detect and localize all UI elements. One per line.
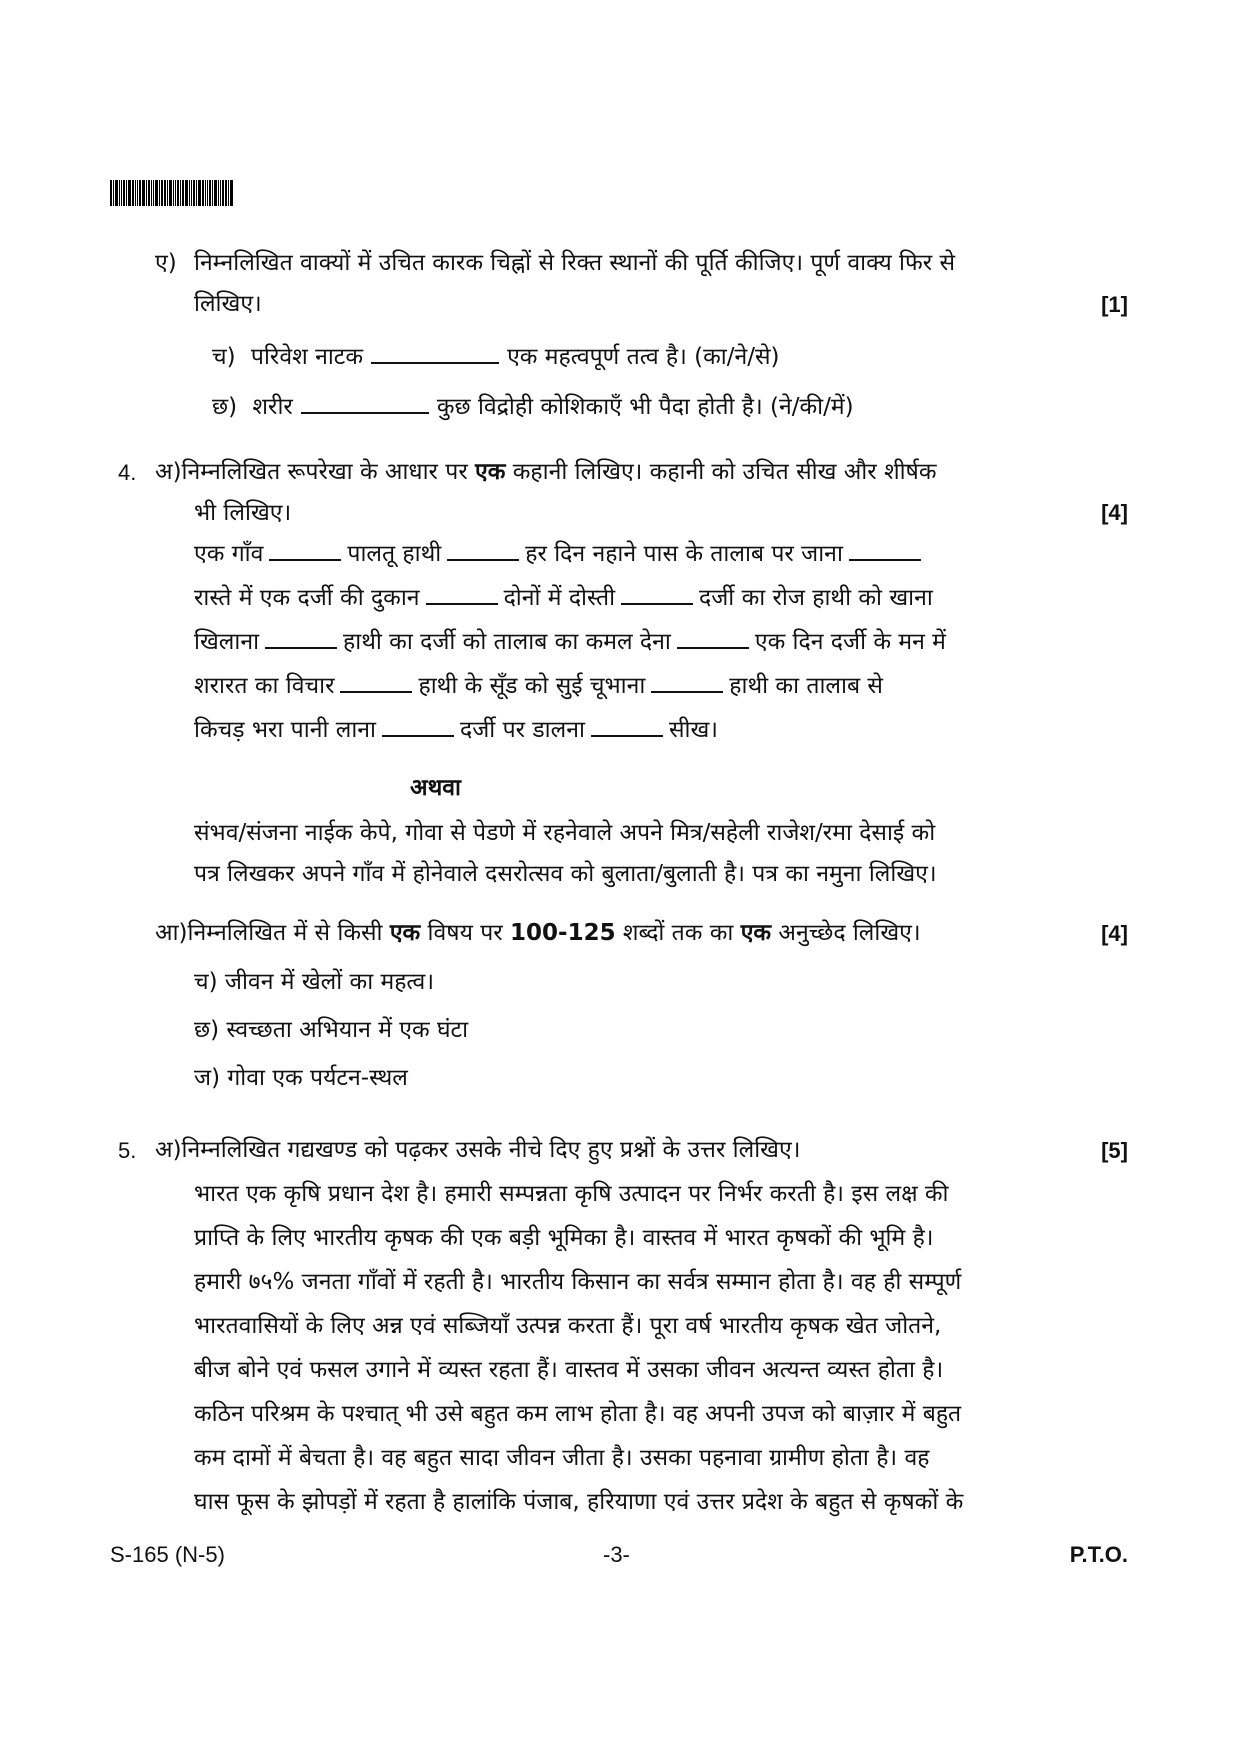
outline-item: शरारत का विचार: [194, 673, 335, 699]
or-text-1: संभव/संजना नाईक केपे, गोवा से पेडणे में रहनेवाले अपने मित्र/सहेली राजेश/रमा देसाई को: [194, 820, 936, 846]
barcode-bar: [228, 180, 229, 206]
outline-item: खिलाना: [194, 629, 260, 655]
barcode-bar: [164, 180, 166, 206]
barcode-bar: [173, 180, 174, 206]
barcode-bar: [161, 180, 163, 206]
outline-item: पालतू हाथी: [347, 541, 442, 567]
q4-aa-bold: 100-125: [510, 920, 616, 946]
barcode-bar: [159, 180, 160, 206]
barcode-bar: [214, 180, 217, 206]
or-text-2: पत्र लिखकर अपने गाँव में होनेवाले दसरोत्सव को बुलाता/बुलाती है। पत्र का नमुना लिखिए।: [194, 861, 937, 887]
topic-label: ज): [194, 1065, 221, 1091]
item-after: एक महत्वपूर्ण तत्व है। (का/ने/से): [507, 344, 780, 370]
barcode: [110, 180, 295, 206]
barcode-bar: [113, 180, 114, 206]
passage-line: कम दामों में बेचता है। वह बहुत सादा जीवन जीता है। उसका पहनावा ग्रामीण होता है। वह: [194, 1445, 930, 1471]
barcode-bar: [119, 180, 120, 206]
barcode-bar: [148, 180, 150, 206]
q4-a-line1: [155, 456, 937, 488]
topic-text: गोवा एक पर्यटन-स्थल: [227, 1065, 408, 1091]
barcode-bar: [126, 180, 127, 206]
q4-aa-text: शब्दों तक का: [615, 920, 741, 946]
item-before: शरीर: [252, 394, 293, 420]
or-heading: अथवा: [410, 775, 462, 801]
passage-line: भारत एक कृषि प्रधान देश है। हमारी सम्पन्नता कृषि उत्पादन पर निर्भर करती है। इस लक्ष की: [194, 1181, 949, 1207]
barcode-bar: [177, 180, 179, 206]
outline-dash: [621, 589, 693, 605]
outline-dash: [340, 677, 412, 693]
topic-text: स्वच्छता अभियान में एक घंटा: [226, 1017, 469, 1043]
outline-dash: [591, 721, 663, 737]
outline-dash: [651, 677, 723, 693]
outline-dash: [447, 545, 519, 561]
topic-1: [194, 966, 434, 998]
item-label: च): [212, 344, 236, 370]
barcode-bar: [180, 180, 181, 206]
barcode-bar: [110, 180, 112, 206]
barcode-bar: [182, 180, 184, 206]
outline-dash: [849, 545, 921, 561]
barcode-bar: [196, 180, 197, 206]
q4-a-label: अ): [155, 459, 182, 485]
pto-label: P.T.O.: [1069, 1542, 1128, 1567]
barcode-bar: [137, 180, 138, 206]
barcode-bar: [218, 180, 219, 206]
outline-line-5: [194, 714, 718, 746]
outline-item: हाथी का तालाब से: [729, 673, 883, 699]
item-after: कुछ विद्रोही कोशिकाएँ भी पैदा होती है। (ने/की/में): [436, 394, 854, 420]
barcode-bar: [139, 180, 141, 206]
barcode-bar: [167, 180, 168, 206]
q4-number: 4.: [118, 460, 137, 485]
barcode-bar: [115, 180, 118, 206]
fill-blank: [371, 338, 499, 364]
q-e-marks: [1]: [1101, 292, 1128, 317]
passage-line: बीज बोने एवं फसल उगाने में व्यस्त रहता हैं। वास्तव में उसका जीवन अत्यन्त व्यस्त होता है।: [194, 1357, 944, 1383]
passage-line: कठिन परिश्रम के पश्चात् भी उसे बहुत कम लाभ होता है। वह अपनी उपज को बाज़ार में बहुत: [194, 1401, 962, 1427]
paper-code: S-165 (N-5): [110, 1542, 225, 1567]
outline-item: हर दिन नहाने पास के तालाब पर जाना: [525, 541, 843, 567]
barcode-bar: [175, 180, 176, 206]
barcode-bar: [153, 180, 154, 206]
q-e-text2: लिखिए।: [194, 291, 262, 317]
outline-item: रास्ते में एक दर्जी की दुकान: [194, 585, 420, 611]
barcode-bar: [169, 180, 172, 206]
barcode-bar: [191, 180, 192, 206]
item-label: छ): [212, 394, 238, 420]
topic-label: छ): [194, 1017, 220, 1043]
barcode-bar: [205, 180, 206, 206]
q5-a-text: निम्नलिखित गद्यखण्ड को पढ़कर उसके नीचे दिए हुए प्रश्नों के उत्तर लिखिए।: [181, 1137, 801, 1163]
q-e-label: ए): [155, 250, 177, 276]
outline-dash: [269, 545, 341, 561]
q4-a-text2: भी लिखिए।: [194, 500, 292, 526]
topic-3: [194, 1062, 408, 1094]
q4-aa-text: निम्नलिखित में से किसी: [187, 920, 390, 946]
q4-aa-bold: एक: [389, 920, 421, 946]
item-before: परिवेश नाटक: [250, 344, 364, 370]
outline-item: हाथी का दर्जी को तालाब का कमल देना: [343, 629, 671, 655]
fill-blank: [301, 388, 429, 414]
outline-item: दर्जी पर डालना: [460, 717, 585, 743]
barcode-bar: [202, 180, 204, 206]
q4-aa-text: विषय पर: [420, 920, 511, 946]
topic-label: च): [194, 969, 218, 995]
barcode-bar: [128, 180, 131, 206]
q-e-item-2: [212, 388, 854, 423]
barcode-bar: [193, 180, 195, 206]
barcode-bar: [151, 180, 152, 206]
outline-dash: [426, 589, 498, 605]
passage-line: प्राप्ति के लिए भारतीय कृषक की एक बड़ी भूमिका है। वास्तव में भारत कृषकों की भूमि है।: [194, 1225, 934, 1251]
q4-a-marks: [4]: [1101, 500, 1128, 525]
barcode-bar: [189, 180, 190, 206]
barcode-bar: [132, 180, 134, 206]
q5-a-marks: [5]: [1101, 1138, 1128, 1163]
outline-dash: [677, 633, 749, 649]
q4-aa-marks: [4]: [1101, 921, 1128, 946]
outline-item: सीख।: [668, 717, 718, 743]
outline-item: एक गाँव: [194, 541, 264, 567]
barcode-bar: [121, 180, 122, 206]
topic-2: [194, 1014, 468, 1046]
outline-dash: [382, 721, 454, 737]
barcode-bar: [207, 180, 208, 206]
q4-a-text: निम्नलिखित रूपरेखा के आधार पर: [181, 459, 476, 485]
outline-line-2: [194, 582, 933, 614]
topic-text: जीवन में खेलों का महत्व।: [224, 969, 435, 995]
q4-aa-bold: एक: [740, 920, 772, 946]
barcode-bar: [212, 180, 213, 206]
outline-item: एक दिन दर्जी के मन में: [754, 629, 946, 655]
passage-line: घास फूस के झोपड़ों में रहता है हालांकि पंजाब, हरियाणा एवं उत्तर प्रदेश के बहुत से कृषकों के: [194, 1489, 964, 1515]
q4-a-bold: एक: [475, 459, 506, 485]
q-e-line1: [155, 247, 955, 279]
barcode-bar: [123, 180, 125, 206]
q4-aa-line: [155, 917, 921, 949]
outline-line-3: [194, 626, 946, 658]
q-e-item-1: [212, 338, 780, 373]
barcode-bar: [220, 180, 221, 206]
barcode-bar: [230, 180, 233, 206]
barcode-bar: [185, 180, 188, 206]
barcode-bar: [198, 180, 201, 206]
q-e-text1: निम्नलिखित वाक्यों में उचित कारक चिह्नों से रिक्त स्थानों की पूर्ति कीजिए। पूर्ण वाक्य फिर से: [194, 250, 956, 276]
q4-aa-text: अनुच्छेद लिखिए।: [771, 920, 921, 946]
outline-line-4: [194, 670, 883, 702]
q5-a-line: [155, 1134, 800, 1166]
barcode-bar: [146, 180, 147, 206]
barcode-bar: [222, 180, 224, 206]
q5-number: 5.: [118, 1138, 137, 1163]
barcode-bar: [155, 180, 158, 206]
barcode-bar: [225, 180, 227, 206]
q5-a-label: अ): [155, 1137, 182, 1163]
q4-a-text-post: कहानी लिखिए। कहानी को उचित सीख और शीर्षक: [505, 459, 937, 485]
page-number: -3-: [603, 1542, 630, 1567]
passage-line: हमारी ७५% जनता गाँवों में रहती है। भारतीय किसान का सर्वत्र सम्मान होता है। वह ही सम्पूर्ण: [194, 1269, 962, 1295]
outline-item: दोनों में दोस्ती: [503, 585, 616, 611]
passage-line: भारतवासियों के लिए अन्न एवं सब्जियाँ उत्पन्न करता हैं। पूरा वर्ष भारतीय कृषक खेत जोतने,: [194, 1313, 942, 1339]
q4-aa-label: आ): [155, 920, 188, 946]
outline-item: हाथी के सूँड को सुई चूभाना: [418, 673, 646, 699]
outline-line-1: [194, 538, 927, 570]
outline-dash: [265, 633, 337, 649]
barcode-bar: [209, 180, 211, 206]
barcode-bar: [135, 180, 136, 206]
outline-item: किचड़ भरा पानी लाना: [194, 717, 377, 743]
outline-item: दर्जी का रोज हाथी को खाना: [699, 585, 933, 611]
barcode-bar: [142, 180, 145, 206]
